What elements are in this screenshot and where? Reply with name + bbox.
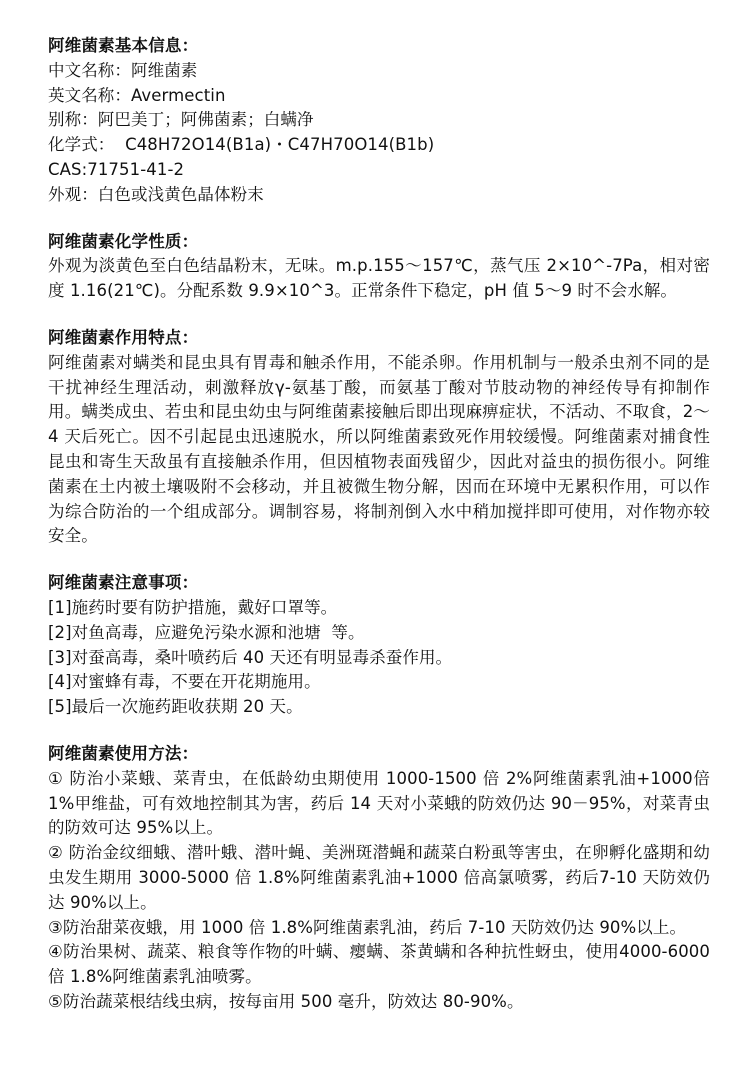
chemical-properties-section [48, 230, 710, 304]
precaution-item: [1]施药时要有防护措施，戴好口罩等。 [48, 597, 338, 617]
usage-item: ④防治果树、蔬菜、粮食等作物的叶螨、瘿螨、茶黄螨和各种抗性蚜虫，使用4000-6000 倍 1.8%阿维菌素乳油喷雾。 [48, 942, 710, 987]
precautions-heading: 阿维菌素注意事项： [48, 573, 199, 593]
chemical-properties-text: 外观为淡黄色至白色结晶粉末，无味。m.p.155～157℃，蒸气压 2×10^-7Pa，相对密度 1.16(21℃)。分配系数 9.9×10^3。正常条件下稳定，pH 值 5～9 时不会水解。 [48, 256, 710, 301]
chemical-properties-heading: 阿维菌素化学性质： [48, 231, 199, 251]
precautions-section [48, 571, 710, 720]
precaution-item: [5]最后一次施药距收获期 20 天。 [48, 697, 303, 717]
basic-info-heading: 阿维菌素基本信息： [48, 36, 199, 55]
features-heading: 阿维菌素作用特点： [48, 327, 199, 347]
usage-heading: 阿维菌素使用方法： [48, 743, 199, 763]
usage-section [48, 742, 710, 1015]
appearance-line: 外观：白色或浅黄色晶体粉末 [48, 184, 264, 204]
usage-item: ② 防治金纹细蛾、潜叶蛾、潜叶蝇、美洲斑潜蝇和蔬菜白粉虱等害虫，在卵孵化盛期和幼虫发生期用 3000-5000 倍 1.8%阿维菌素乳油+1000 倍高氯喷雾，药后7-10 天防效仍达 90%以上。 [48, 843, 710, 912]
basic-info-section [48, 34, 710, 208]
alias-line: 别称：阿巴美丁；阿佛菌素；白螨净 [48, 110, 314, 130]
features-text: 阿维菌素对螨类和昆虫具有胃毒和触杀作用，不能杀卵。作用机制与一般杀虫剂不同的是干扰神经生理活动，刺激释放γ-氨基丁酸，而氨基丁酸对节肢动物的神经传导有抑制作用。螨类成虫、若虫和昆虫幼虫与阿维菌素接触后即出现麻痹症状，不活动、不取食，2～4 天后死亡。因不引起昆虫迅速脱水，所以阿维菌素致死作用较缓慢。阿维菌素对捕食性昆虫和寄生天敌虽有直接触杀作用，但因植物表面残留少，因此对益虫的损伤很小。阿维菌素在土内被土壤吸附不会移动，并且被微生物分解，因而在环境中无累积作用，可以作为综合防治的一个组成部分。调制容易，将制剂倒入水中稍加搅拌即可使用，对作物亦较安全。 [48, 352, 710, 546]
usage-item: ③防治甜菜夜蛾，用 1000 倍 1.8%阿维菌素乳油，药后 7-10 天防效仍达 90%以上。 [48, 917, 687, 937]
features-section [48, 326, 710, 549]
usage-item: ⑤防治蔬菜根结线虫病，按每亩用 500 毫升，防效达 80-90%。 [48, 991, 524, 1011]
usage-item: ① 防治小菜蛾、菜青虫，在低龄幼虫期使用 1000-1500 倍 2%阿维菌素乳油+1000倍 1%甲维盐，可有效地控制其为害，药后 14 天对小菜蛾的防效仍达 90－95%，对菜青虫的防效可达 95%以上。 [48, 768, 710, 838]
precaution-item: [3]对蚕高毒，桑叶喷药后 40 天还有明显毒杀蚕作用。 [48, 647, 453, 667]
cas-line: CAS:71751-41-2 [48, 159, 185, 179]
precaution-item: [2]对鱼高毒，应避免污染水源和池塘 等。 [48, 622, 365, 642]
chinese-name-line: 中文名称：阿维菌素 [48, 60, 198, 80]
formula-line: 化学式： C48H72O14(B1a)・C47H70O14(B1b) [48, 135, 435, 155]
precaution-item: [4]对蜜蜂有毒，不要在开花期施用。 [48, 672, 321, 692]
english-name-line: 英文名称：Avermectin [48, 85, 226, 105]
